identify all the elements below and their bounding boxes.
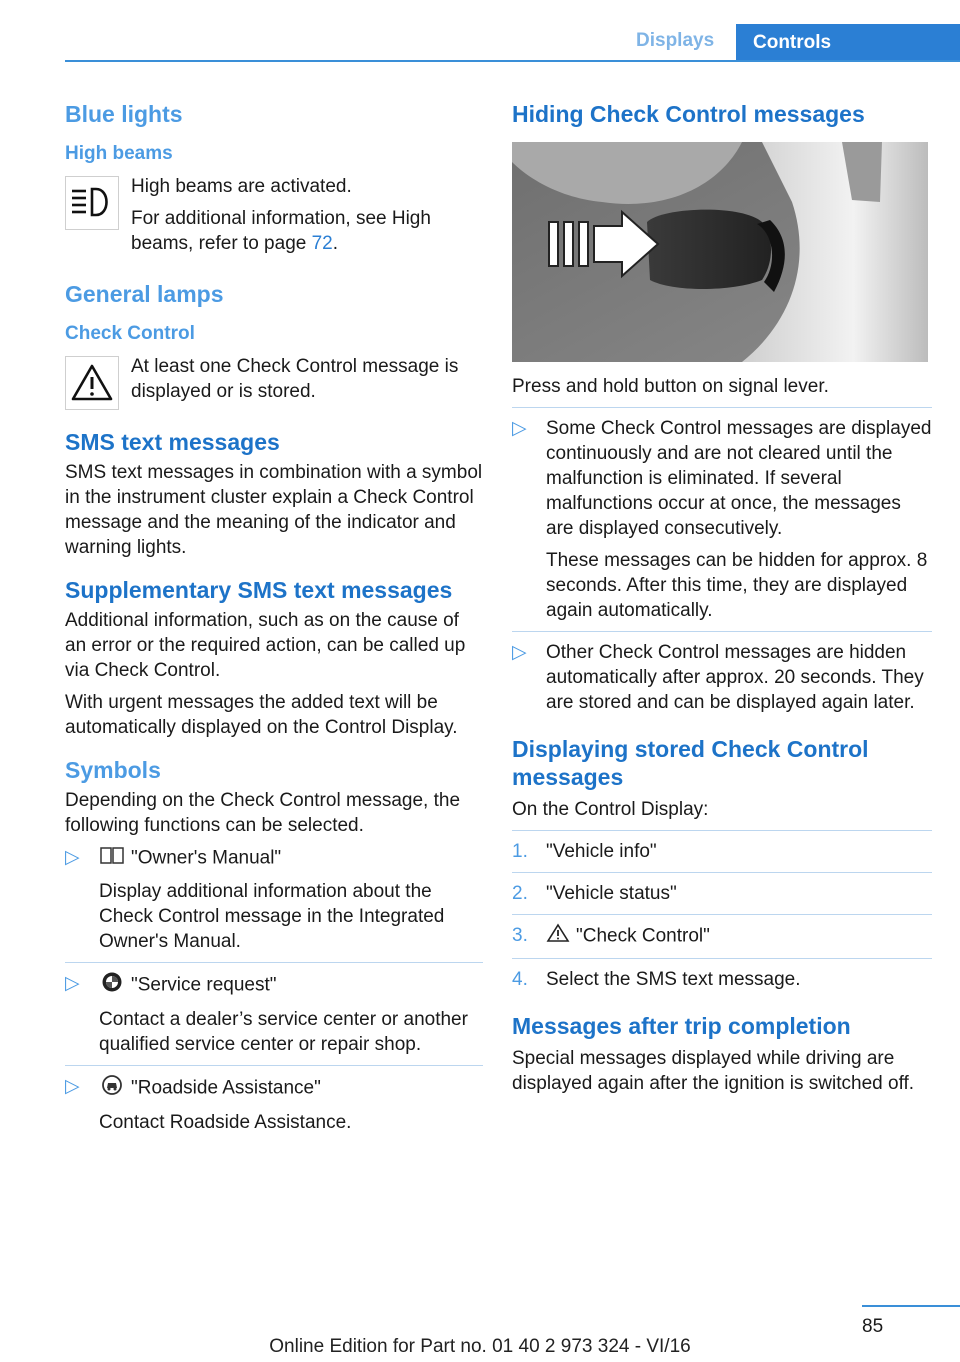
hiding-bullet-1-note: These messages can be hidden for approx. 8 seconds. After this time, they are displayed again automatically. [546, 550, 928, 621]
high-beams-text: High beams are activated. [131, 176, 352, 197]
divider [512, 631, 932, 632]
list-item [65, 845, 483, 954]
warning-triangle-icon [65, 356, 119, 410]
roadside-icon [99, 1074, 125, 1103]
triangle-bullet-icon: ▷ [65, 847, 80, 868]
owners-manual-desc: Display additional information about the Check Control message in the Integrated Owner's Manual. [99, 881, 445, 952]
divider [512, 872, 932, 873]
page-number: 85 [862, 1316, 884, 1337]
after-trip-text: Special messages displayed while driving are displayed again after the ignition is switched off. [512, 1048, 915, 1094]
supplementary-text-2: With urgent messages the added text will be automatically displayed on the Control Display. [65, 692, 458, 738]
divider [65, 962, 483, 963]
high-beams-block [65, 174, 483, 256]
symbols-heading: Symbols [65, 757, 161, 783]
supplementary-heading: Supplementary SMS text messages [65, 577, 453, 603]
tab-displays[interactable]: Displays [636, 30, 715, 51]
high-beams-subheading: High beams [65, 143, 173, 164]
sms-text: SMS text messages in combination with a symbol in the instrument cluster explain a Check Control message and the meaning of the indicator and warning lights. [65, 462, 483, 558]
list-item [512, 416, 932, 623]
edition-footer: Online Edition for Part no. 01 40 2 973 324 - VI/16 [269, 1336, 691, 1357]
divider [512, 407, 932, 408]
after-trip-heading: Messages after trip completion [512, 1013, 851, 1039]
roadside-assistance-desc: Contact Roadside Assistance. [99, 1112, 352, 1133]
triangle-bullet-icon: ▷ [512, 642, 527, 663]
triangle-bullet-icon: ▷ [512, 418, 527, 439]
step-text: "Vehicle status" [546, 883, 677, 904]
hiding-bullet-2-text: Other Check Control messages are hidden automatically after approx. 20 seconds. They are stored and can be displayed again later. [546, 642, 924, 713]
step-text: Select the SMS text message. [546, 969, 801, 990]
divider [65, 1065, 483, 1066]
sms-heading: SMS text messages [65, 429, 280, 455]
list-item: 3. "Check Control" [512, 923, 932, 950]
high-beam-icon [65, 176, 119, 230]
step-text: "Vehicle info" [546, 841, 657, 862]
owners-manual-label: "Owner's Manual" [131, 847, 282, 869]
image-caption: Press and hold button on signal lever. [512, 376, 829, 397]
service-request-label: "Service request" [131, 974, 277, 996]
right-column [512, 100, 932, 1103]
divider [512, 830, 932, 831]
symbols-intro: Depending on the Check Control message, the following functions can be selected. [65, 790, 461, 836]
hiding-heading: Hiding Check Control messages [512, 101, 865, 127]
list-item: 2. "Vehicle status" [512, 881, 932, 906]
header-rule [65, 60, 960, 62]
service-request-desc: Contact a dealer’s service center or another qualified service center or repair shop. [99, 1009, 468, 1055]
blue-lights-heading: Blue lights [65, 101, 183, 127]
check-control-subheading: Check Control [65, 323, 195, 344]
roadside-assistance-label: "Roadside Assistance" [131, 1077, 321, 1099]
left-column [65, 100, 483, 1142]
bmw-logo-icon [99, 971, 125, 1000]
stored-heading: Displaying stored Check Control messages [512, 736, 869, 790]
check-control-text: At least one Check Control message is displayed or is stored. [131, 356, 459, 402]
triangle-bullet-icon: ▷ [65, 1076, 80, 1097]
hiding-bullet-1-text: Some Check Control messages are displayed continuously and are not cleared until the malfunction is eliminated. If several malfunctions occur at once, the messages are displayed consecutively. [546, 418, 932, 539]
list-item [65, 1074, 483, 1135]
tab-controls[interactable]: Controls [736, 24, 960, 62]
triangle-bullet-icon: ▷ [65, 973, 80, 994]
general-lamps-heading: General lamps [65, 281, 224, 307]
list-item: 4. Select the SMS text message. [512, 967, 932, 992]
footer-rule [862, 1305, 960, 1307]
hiding-list [512, 416, 932, 715]
warning-triangle-icon [546, 923, 570, 950]
signal-lever-image [512, 142, 928, 362]
stored-intro: On the Control Display: [512, 799, 709, 820]
page-link-72[interactable]: 72 [311, 233, 333, 254]
stored-steps [512, 839, 932, 992]
divider [512, 914, 932, 915]
step-text: "Check Control" [576, 925, 710, 947]
list-item [65, 971, 483, 1057]
high-beams-reference: For additional information, see High beams, refer to page 72. [131, 208, 431, 254]
list-item [512, 640, 932, 715]
book-icon [99, 845, 125, 872]
supplementary-text-1: Additional information, such as on the cause of an error or the required action, can be called up via Check Control. [65, 610, 466, 681]
list-item: 1. "Vehicle info" [512, 839, 932, 864]
divider [512, 958, 932, 959]
check-control-block [65, 354, 483, 410]
symbols-list [65, 845, 483, 1135]
